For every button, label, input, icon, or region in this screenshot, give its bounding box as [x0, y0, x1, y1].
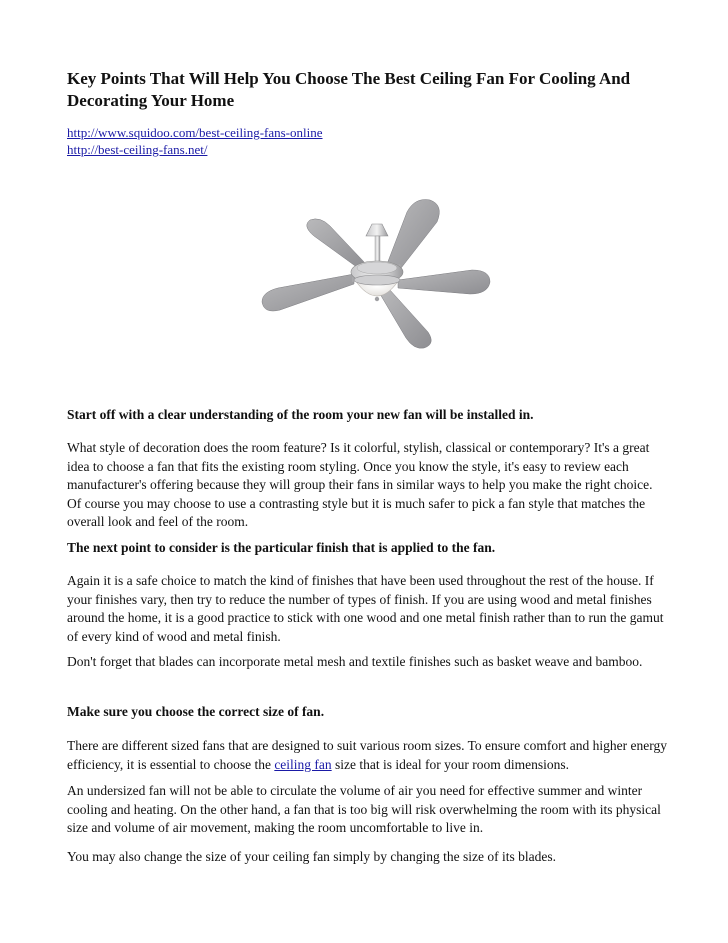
- source-links: [67, 124, 323, 158]
- heading-room: Start off with a clear understanding of the room your new fan will be installed in.: [67, 407, 534, 422]
- ceiling-fan-icon: [232, 172, 502, 372]
- paragraph-blades: Don't forget that blades can incorporate metal mesh and textile finishes such as basket weave and bamboo.: [67, 654, 643, 669]
- link-best-ceiling-fans[interactable]: http://best-ceiling-fans.net/: [67, 142, 208, 157]
- heading-size: Make sure you choose the correct size of fan.: [67, 704, 325, 719]
- page-title: Key Points That Will Help You Choose The Best Ceiling Fan For Cooling And Decorating Your Home: [67, 69, 631, 110]
- link-squidoo[interactable]: http://www.squidoo.com/best-ceiling-fans-online: [67, 125, 323, 140]
- paragraph-undersized: An undersized fan will not be able to circulate the volume of air you need for effective summer and winter cooling and heating. On the other hand, a fan that is too big will risk overwhelming the room with its physical size and volume of air movement, making the room uncomfortable to live in.: [67, 783, 661, 835]
- paragraph-finish: Again it is a safe choice to match the kind of finishes that have been used throughout the rest of the house. If your finishes vary, then try to reduce the number of types of finish. If you are using wood and metal finishes around the home, it is a good practice to stick with one wood and one metal finish rather than to run the gamut of every kind of wood and metal finish.: [67, 573, 664, 644]
- paragraph-size: [67, 737, 667, 774]
- paragraph-blade-size: You may also change the size of your ceiling fan simply by changing the size of its blades.: [67, 849, 557, 864]
- ceiling-fan-link[interactable]: ceiling fan: [274, 756, 332, 772]
- heading-finish: The next point to consider is the particular finish that is applied to the fan.: [67, 540, 496, 555]
- paragraph-size-start: There are different sized fans that are designed to suit various room sizes. To ensure comfort and higher energy efficiency, it is essential to choose the: [67, 738, 667, 772]
- paragraph-style: What style of decoration does the room feature? Is it colorful, stylish, classical or contemporary? It's a great idea to choose a fan that fits the existing room styling. Once you know the style, it's easy to review each manufacturer's offering because they will group their fans in similar ways to help you make the right choice. Of course you may choose to use a contrasting style but it is much safer to pick a fan style that matches the overall look and feel of the room.: [67, 440, 653, 529]
- paragraph-size-end: size that is ideal for your room dimensions.: [331, 756, 570, 772]
